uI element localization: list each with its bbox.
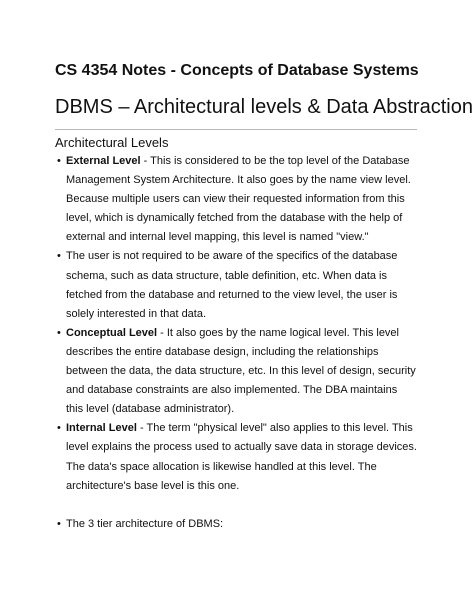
item-text: The user is not required to be aware of the specifics of the database schema, such as data structure, table definition, etc. When data is fetched from the database and returned to the view level, the user is solely interested in that data.	[66, 250, 398, 320]
term-label: External Level	[66, 155, 141, 167]
item-text: The 3 tier architecture of DBMS:	[66, 517, 224, 530]
bullet-dot: •	[57, 422, 61, 435]
bullet-dot: •	[57, 250, 61, 263]
list-item-internal-level	[57, 419, 417, 495]
bullet-dot: •	[57, 155, 61, 167]
list-item-external-level	[57, 152, 417, 247]
term-label: Conceptual Level	[66, 326, 158, 339]
term-label: Internal Level	[66, 422, 137, 435]
course-title: CS 4354 Notes - Concepts of Database Systems	[55, 62, 419, 79]
item-text: - This is considered to be the top level of the Database Management System Architecture. It also goes by the name view level. Because multiple users can view their requested information from this level, which is dynamically fetched from the database with the help of external and internal level mapping, this level is named "view."	[66, 155, 411, 244]
bullet-dot: •	[57, 517, 61, 530]
bullet-list	[57, 152, 417, 534]
item-text: - The term "physical level" also applies to this level. This level explains the process used to actually save data in storage devices. The data's space allocation is likewise handled at this level. The architecture's base level is this one.	[66, 422, 417, 492]
title-divider	[55, 129, 417, 130]
list-item-three-tier	[57, 515, 417, 534]
page-title: DBMS – Architectural levels & Data Abstraction	[55, 96, 473, 118]
item-text: - It also goes by the name logical level. This level describes the entire database design, including the relationships between the data, the data structure, etc. In this level of design, security and database constraints are also implemented. The DBA maintains this level (database administrator).	[66, 326, 416, 416]
list-item-user-awareness	[57, 247, 417, 323]
section-heading: Architectural Levels	[55, 135, 169, 150]
list-item-conceptual-level	[57, 324, 417, 419]
bullet-dot: •	[57, 326, 61, 339]
